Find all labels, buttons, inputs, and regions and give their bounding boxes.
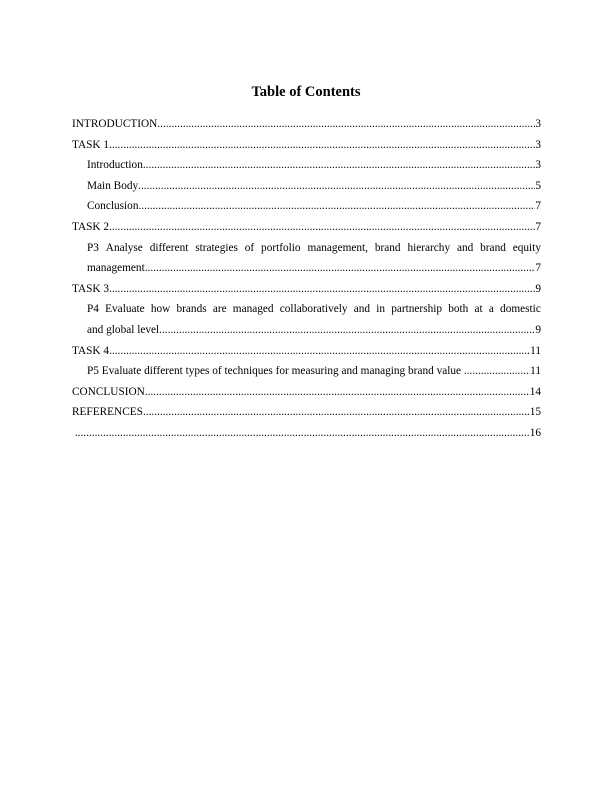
toc-entry-task-3[interactable] [72,279,541,300]
toc-entry-page: 14 [529,385,541,398]
toc-entry-label-line2 [87,320,541,341]
toc-word: both [448,303,469,316]
toc-word: a [488,303,494,316]
dot-leader [109,279,535,300]
toc-word: at [474,303,483,316]
toc-entry-label: CONCLUSION [72,385,145,398]
dot-leader [159,320,535,341]
toc-entry-task-4[interactable] [72,341,541,362]
toc-word: are [212,303,227,316]
toc-word: equity [512,241,541,254]
toc-entry-page: 9 [535,282,541,295]
toc-entry-label: TASK 4 [72,344,110,357]
toc-entry-label: INTRODUCTION [72,118,158,130]
toc-entry-page: 7 [535,220,541,233]
toc-entry-label: TASK 3 [72,282,110,295]
toc-entry-task-1-main-body[interactable] [72,176,541,197]
toc-title: Table of Contents [251,84,361,100]
dot-leader [464,361,530,382]
toc-entry-label-line1-text [87,299,541,320]
toc-word: portfolio [261,241,301,254]
toc-entry-label: and global level [87,323,160,336]
toc-word: brand [374,241,401,254]
toc-entry-page: 16 [529,426,541,439]
dot-leader [109,135,535,156]
toc-entry-page: 15 [529,406,541,419]
toc-entry-label: Main Body [87,179,139,192]
toc-entry-label-line1 [87,238,541,259]
toc-word: P3 [87,241,99,254]
toc-entry-introduction[interactable] [72,114,541,135]
dot-leader [109,341,530,362]
toc-word: and [456,241,474,254]
toc-entry-label: TASK 1 [72,138,110,151]
toc-word: and [353,303,371,316]
toc-entry-page: 9 [535,323,541,336]
toc-entry-task-1[interactable] [72,135,541,156]
toc-entry-task-1-conclusion[interactable] [72,196,541,217]
toc-entry-label: TASK 2 [72,220,110,233]
toc-word: Analyse [105,241,143,254]
toc-word: brands [176,303,207,316]
toc-entry-label: management [87,262,145,275]
toc-word: P4 [87,303,99,316]
toc-entry-references[interactable] [72,402,541,423]
toc-entry-page: 11 [530,365,541,378]
toc-word: Evaluate [105,303,145,316]
toc-entry-page: 7 [535,262,541,275]
toc-word: strategies [195,241,238,254]
toc-word: hierarchy [407,241,451,254]
toc-word: managed [232,303,274,316]
toc-word: different [149,241,189,254]
toc-word: collaboratively [279,303,348,316]
toc-word: how [150,303,171,316]
toc-entry-label-line2 [87,258,541,279]
toc-word: domestic [500,303,541,316]
dot-leader [138,176,535,197]
toc-entry-page: 3 [535,159,541,172]
toc-entry-page: 5 [535,179,541,192]
dot-leader [75,423,530,444]
dot-leader [143,155,535,176]
toc-entry-page: 7 [535,200,541,213]
toc-entry-p3[interactable] [72,238,541,279]
toc-entry-conclusion[interactable] [72,382,541,403]
toc-entry-task-1-introduction[interactable] [72,155,541,176]
toc-word: brand [480,241,506,254]
toc-entry-label: REFERENCES [72,406,143,419]
dot-leader [109,217,535,238]
dot-leader [143,402,530,423]
toc-entry-label: P5 Evaluate different types of techniques for measuring and managing brand value [87,365,464,378]
toc-entry-page: 3 [535,138,541,151]
toc-entry-p5[interactable] [72,361,541,382]
toc-entry-page: 3 [535,118,541,130]
toc-entry-label: Conclusion [87,200,139,213]
toc-word: partnership [391,303,443,316]
toc-entry-label-line1 [87,299,541,320]
toc-entry-label-line1-text [87,238,541,259]
toc-entry-p4[interactable] [72,299,541,340]
dot-leader [145,382,530,403]
dot-leader [145,258,536,279]
dot-leader [138,196,535,217]
toc-entry-untitled[interactable] [72,423,541,444]
toc-word: in [376,303,386,316]
table-of-contents [72,114,541,444]
toc-entry-task-2[interactable] [72,217,541,238]
toc-word: management, [307,241,368,254]
toc-entry-label: Introduction [87,159,143,172]
toc-entry-page: 11 [530,344,541,357]
toc-word: of [244,241,255,254]
dot-leader [157,114,535,135]
